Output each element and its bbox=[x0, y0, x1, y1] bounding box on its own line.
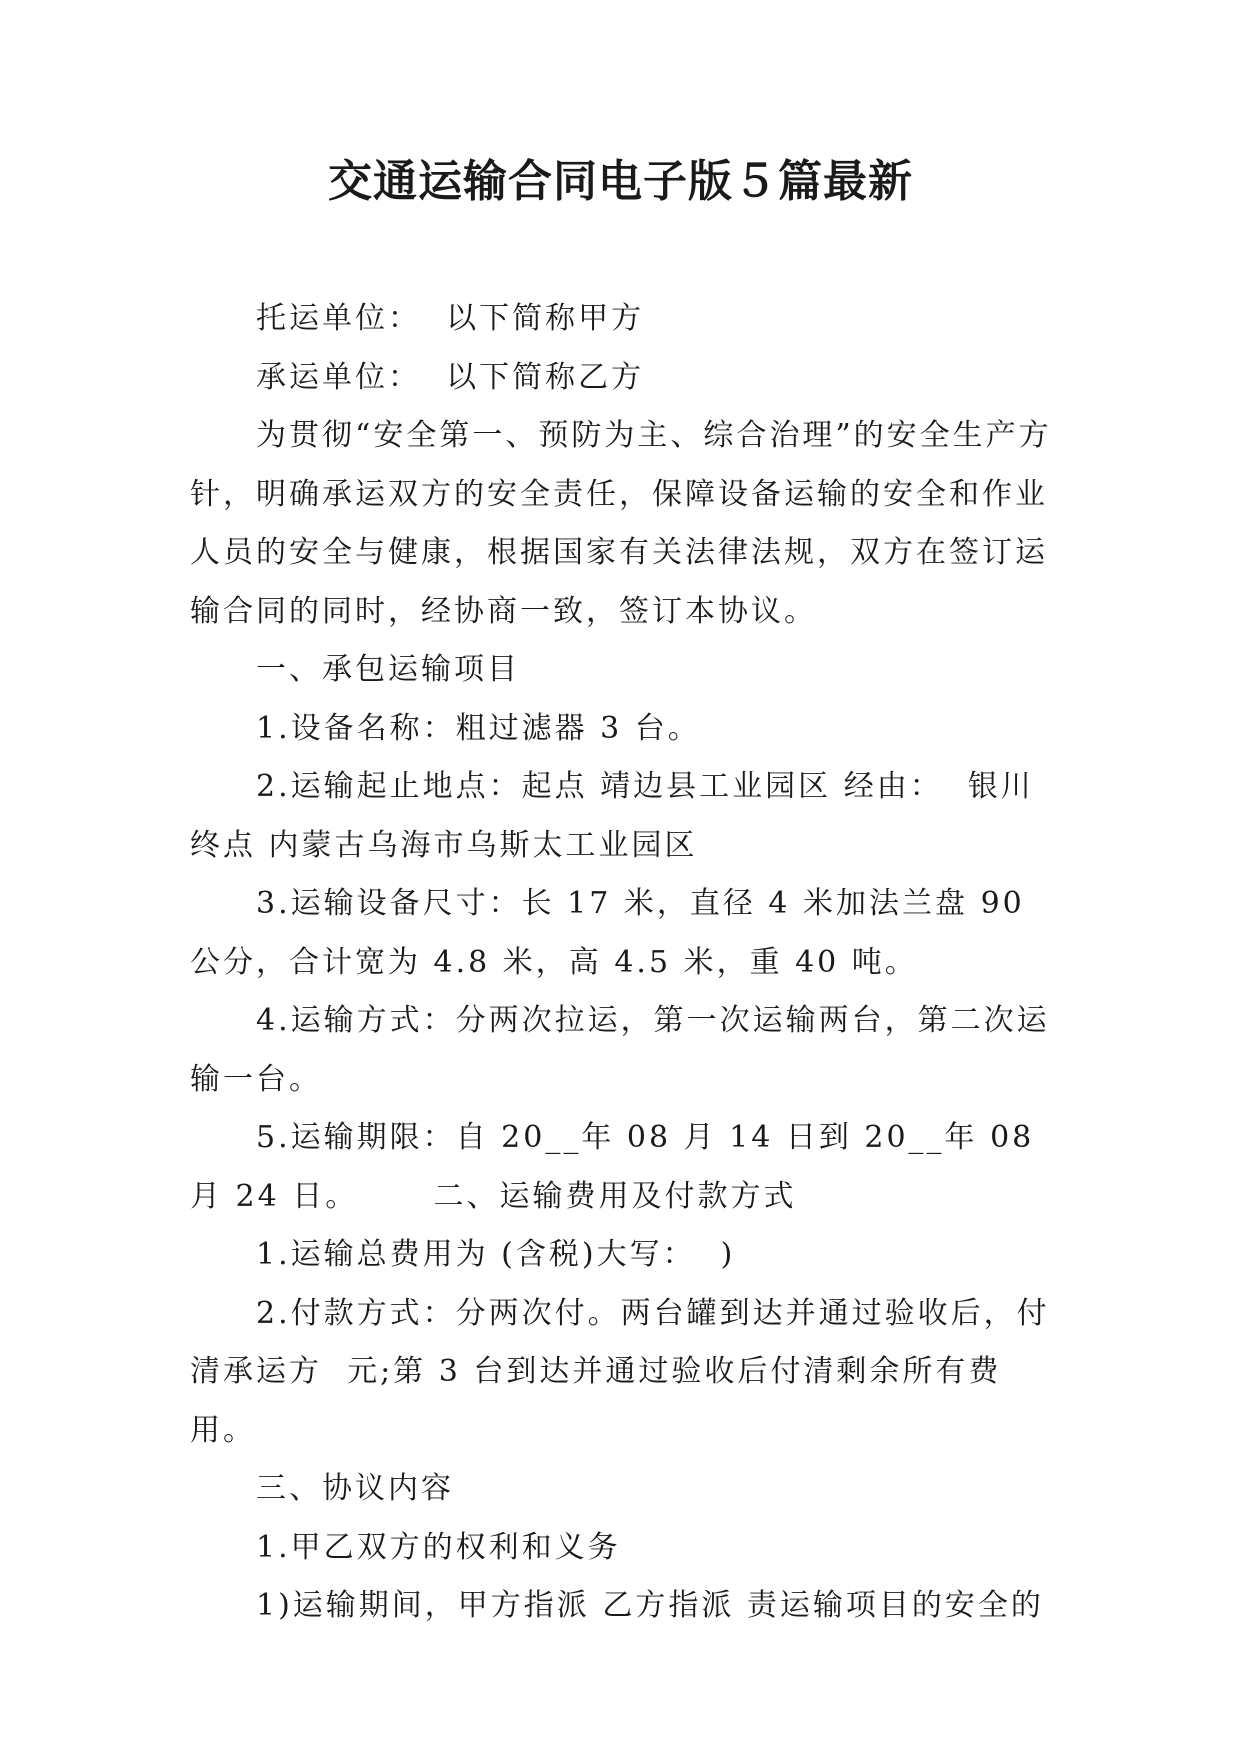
paragraph-payment-method: 2.付款方式：分两次付。两台罐到达并通过验收后，付清承运方 元;第 3 台到达并通过验收后付清剩余所有费用。 bbox=[190, 1295, 1050, 1448]
paragraph-transport-period: 5.运输期限：自 20__年 08 月 14 日到 20__年 08 月 24 日。 二、运输费用及付款方式 bbox=[190, 1120, 1047, 1214]
paragraph-carrier: 承运单位： 以下简称乙方 bbox=[256, 359, 645, 395]
paragraph-intro: 为贯彻“安全第一、预防为主、综合治理”的安全生产方针，明确承运双方的安全责任，保障设备运输的安全和作业人员的安全与健康，根据国家有关法律法规，双方在签订运输合同的同时，经协商一致，签订本协议。 bbox=[190, 418, 1052, 629]
paragraph-transport-method: 4.运输方式：分两次拉运，第一次运输两台，第二次运输一台。 bbox=[190, 1003, 1050, 1097]
paragraph-route: 2.运输起止地点：起点 靖边县工业园区 经由： 银川 终点 内蒙古乌海市乌斯太工业园区 bbox=[190, 769, 1047, 863]
paragraph-rights-duties: 1.甲乙双方的权利和义务 bbox=[256, 1529, 621, 1565]
document-title: 交通运输合同电子版５篇最新 bbox=[328, 156, 913, 207]
paragraph-dimensions: 3.运输设备尺寸：长 17 米，直径 4 米加法兰盘 90 公分，合计宽为 4.8 米，高 4.5 米，重 40 吨。 bbox=[190, 886, 1038, 980]
document-body bbox=[190, 290, 1060, 1636]
paragraph-consignor: 托运单位： 以下简称甲方 bbox=[256, 301, 645, 336]
paragraph-equipment-name: 1.设备名称：粗过滤器 3 台。 bbox=[256, 710, 701, 746]
paragraph-appointees: 1)运输期间，甲方指派 乙方指派 责运输项目的安全的 bbox=[256, 1588, 1044, 1623]
paragraph-total-fee: 1.运输总费用为 (含税)大写： ) bbox=[256, 1237, 736, 1272]
section-heading-agreement: 三、协议内容 bbox=[256, 1471, 454, 1506]
section-heading-project: 一、承包运输项目 bbox=[256, 652, 520, 687]
